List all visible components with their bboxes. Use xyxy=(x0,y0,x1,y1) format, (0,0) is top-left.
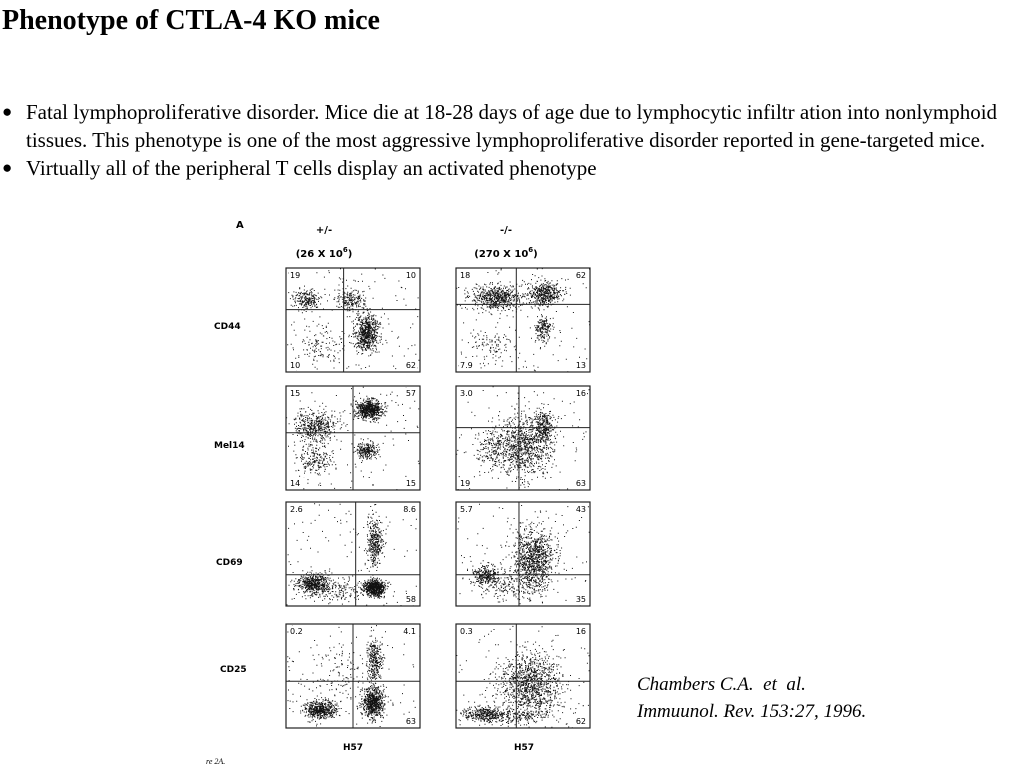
quadrant-value-upper-right: 16 xyxy=(575,389,586,398)
cell-events xyxy=(452,626,590,752)
cell-events xyxy=(287,625,420,727)
marker-label-cd69: CD69 xyxy=(216,558,243,568)
citation xyxy=(637,671,866,725)
bullet-list xyxy=(0,98,1000,182)
quadrant-value-upper-right: 8.6 xyxy=(403,505,416,514)
quadrant-value-lower-right: 15 xyxy=(405,479,416,488)
cell-events xyxy=(274,268,419,373)
quadrant-value-lower-left: 7.9 xyxy=(460,361,473,370)
cell-events xyxy=(285,387,420,490)
dot-plot xyxy=(456,386,591,495)
marker-label-cd44: CD44 xyxy=(214,322,241,332)
quadrant-value-lower-left: 14 xyxy=(290,479,301,488)
slide-title: Phenotype of CTLA-4 KO mice xyxy=(2,5,380,36)
quadrant-value-lower-left: 10 xyxy=(290,361,301,370)
bullet-item xyxy=(0,154,1000,182)
quadrant-value-upper-left: 0.3 xyxy=(460,627,473,636)
marker-label-cd25: CD25 xyxy=(220,665,247,675)
dot-cloud xyxy=(452,626,590,752)
quadrant-value-upper-left: 3.0 xyxy=(460,389,473,398)
flow-cytometry-figure xyxy=(200,214,620,768)
quadrant-value-lower-right: 62 xyxy=(405,361,416,370)
quadrant-value-lower-right: 62 xyxy=(575,717,586,726)
dot-plot xyxy=(285,386,420,490)
dot-plot xyxy=(286,624,420,728)
quadrant-value-lower-right: 63 xyxy=(575,479,586,488)
quadrant-value-lower-right: 35 xyxy=(575,595,586,604)
marker-label-mel14: Mel14 xyxy=(214,441,245,451)
genotype-label-het: +/- xyxy=(315,225,333,236)
plot-frame xyxy=(456,502,590,606)
quadrant-value-upper-left: 19 xyxy=(290,271,301,280)
quadrant-value-upper-left: 0.2 xyxy=(290,627,303,636)
quadrant-value-upper-left: 2.6 xyxy=(290,505,303,514)
dot-cloud xyxy=(287,625,420,727)
dot-plot xyxy=(452,624,590,752)
bullet-icon: ● xyxy=(2,158,13,177)
cell-count-ko: (270 X $10^6$) xyxy=(474,246,538,260)
plot-frame xyxy=(286,268,420,372)
dot-plot xyxy=(456,502,591,616)
dot-cloud xyxy=(454,268,591,372)
flow-cytometry-plots xyxy=(200,214,620,768)
quadrant-value-lower-right: 58 xyxy=(405,595,416,604)
cell-events xyxy=(454,268,591,372)
bullet-text: Fatal lymphoproliferative disorder. Mice die at 18-28 days of age due to lymphocytic infiltr ation into nonlymphoid tissues. This phenotype is one of the most aggressive lymphoproliferative disorder reported in gene-targeted mice. xyxy=(26,100,998,152)
quadrant-value-lower-right: 63 xyxy=(405,717,416,726)
quadrant-value-upper-left: 5.7 xyxy=(460,505,473,514)
dot-plot xyxy=(454,268,591,372)
x-axis-label-het: H57 xyxy=(342,743,364,753)
dot-cloud xyxy=(285,387,420,490)
figure-caption-fragment: re 2A. xyxy=(206,757,226,766)
quadrant-value-upper-right: 62 xyxy=(575,271,586,280)
quadrant-value-lower-right: 13 xyxy=(575,361,586,370)
quadrant-value-upper-right: 4.1 xyxy=(403,627,416,636)
quadrant-value-upper-right: 43 xyxy=(575,505,586,514)
panel-label: A xyxy=(236,220,244,231)
dot-cloud xyxy=(287,503,417,610)
quadrant-value-upper-left: 15 xyxy=(290,389,301,398)
citation-line-1: Chambers C.A. et al. xyxy=(637,674,806,695)
bullet-text: Virtually all of the peripheral T cells display an activated phenotype xyxy=(26,156,597,180)
citation-line-2: Immuunol. Rev. 153:27, 1996. xyxy=(637,701,867,722)
quadrant-value-upper-right: 57 xyxy=(405,389,416,398)
quadrant-value-upper-right: 10 xyxy=(405,271,416,280)
x-axis-label-ko: H57 xyxy=(513,743,535,753)
dot-plot xyxy=(286,502,420,610)
bullet-icon: ● xyxy=(2,102,13,121)
dot-cloud xyxy=(274,268,419,373)
cell-count-het: (26 X $10^6$) xyxy=(295,246,353,260)
quadrant-value-upper-left: 18 xyxy=(460,271,471,280)
genotype-label-ko: -/- xyxy=(500,225,512,236)
quadrant-value-lower-left: 19 xyxy=(460,479,471,488)
quadrant-value-upper-right: 16 xyxy=(575,627,586,636)
cell-events xyxy=(287,503,417,610)
bullet-item xyxy=(0,98,1000,154)
dot-plot xyxy=(274,268,420,373)
